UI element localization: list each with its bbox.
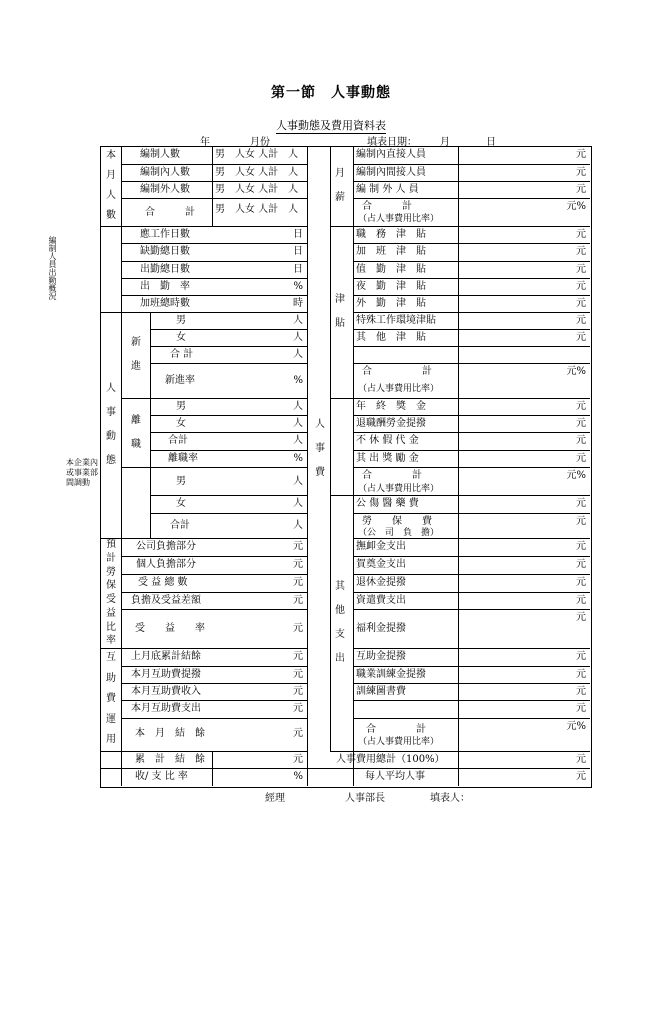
row-rule (100, 751, 307, 752)
row-rule (100, 648, 307, 649)
insurance-unit: 元 (293, 577, 303, 588)
allowance-label: 夜 勤 津 貼 (356, 281, 426, 292)
allowance-label: 外 勤 津 貼 (356, 298, 426, 309)
headcount-label: 編制人數 (140, 149, 180, 160)
allowance-label: 其 他 津 貼 (356, 332, 426, 343)
bottom-left-label: 收/ 支 比 率 (135, 771, 188, 782)
bonus-unit: 元 (576, 453, 586, 464)
row-rule (353, 574, 590, 575)
allowance-unit: 元 (576, 281, 586, 292)
insurance-label: 受 益 率 (135, 623, 205, 634)
row-rule (353, 243, 590, 244)
leave-unit: 人 (293, 418, 303, 429)
allowance-unit: 元 (576, 246, 586, 257)
footer-hr-chief: 人事部長 (345, 793, 385, 804)
other-sub: （占人事費用比率） (358, 737, 440, 747)
allowance-label: 特殊工作環境津貼 (356, 315, 436, 326)
row-rule (353, 609, 590, 610)
bonus-unit: 元 (576, 435, 586, 446)
attendance-unit: 日 (293, 229, 303, 240)
row-rule (330, 495, 590, 496)
other-label: 互助金提撥 (356, 651, 406, 662)
row-rule (150, 513, 307, 514)
salary-unit: 元 (576, 167, 586, 178)
mutual-unit: 元 (293, 728, 303, 739)
transfer-unit: 人 (293, 498, 303, 509)
new-hire-row-label: 新進率 (165, 375, 195, 386)
other-sub: （公 司 負 擔） (358, 528, 440, 538)
attendance-unit: 日 (293, 264, 303, 275)
salary-label: 編 制 外 人 員 (356, 184, 419, 195)
row-rule (121, 398, 307, 399)
bonus-label: 其 出 獎 勵 金 (356, 453, 419, 464)
insurance-label: 受 益 總 數 (138, 577, 188, 588)
date-month: 月份 (250, 137, 270, 148)
bonus-sub: （占人事費用比率） (358, 484, 440, 494)
row-rule (353, 295, 590, 296)
headcount-value-divider (212, 146, 213, 226)
row-rule (353, 683, 590, 684)
attendance-label: 出勤總日數 (140, 264, 190, 275)
allowance-unit: 元 (576, 332, 586, 343)
row-rule (121, 198, 307, 199)
attendance-label: 缺勤總日數 (140, 246, 190, 257)
leave-row-label: 男 (176, 401, 186, 412)
other-label: 退休金提撥 (356, 577, 406, 588)
other-unit: 元 (576, 651, 586, 662)
row-rule (121, 295, 307, 296)
attendance-unit: 日 (293, 246, 303, 257)
row-rule (353, 278, 590, 279)
new-hire-unit: 人 (293, 349, 303, 360)
bonus-label: 合 計 (362, 470, 422, 481)
mutual-label: 本月互助費收入 (131, 686, 201, 697)
row-rule (353, 329, 590, 330)
row-rule (353, 666, 590, 667)
allowance-unit: 元% (566, 366, 586, 377)
allowance-label: 加 班 津 貼 (356, 246, 426, 257)
other-unit: 元% (566, 721, 586, 732)
headcount-value: 男 人女 人計 人 (215, 149, 299, 160)
allowance-unit: 元 (576, 229, 586, 240)
other-label: 勞 保 費 (362, 516, 432, 527)
mutual-label: 本月互助費支出 (131, 703, 201, 714)
other-label: 資遣費支出 (356, 595, 406, 606)
row-rule (150, 415, 307, 416)
section-benyue: 本 月 人 數 (106, 150, 116, 221)
row-rule (353, 718, 590, 719)
other-unit: 元 (576, 541, 586, 552)
leave-row-label: 合計 (168, 435, 188, 446)
other-unit: 元 (576, 686, 586, 697)
fill-date-label: 填表日期： (367, 137, 417, 148)
row-rule (353, 312, 590, 313)
row-rule (353, 198, 590, 199)
transfer-unit: 人 (293, 476, 303, 487)
mutual-unit: 元 (293, 686, 303, 697)
row-rule (150, 450, 307, 451)
footer-manager: 經理 (265, 793, 285, 804)
row-rule (353, 700, 590, 701)
transfer-row-label: 女 (176, 498, 186, 509)
row-rule (353, 346, 590, 347)
allowance-unit: 元 (576, 264, 586, 275)
new-hire-row-label: 合 計 (170, 349, 194, 360)
bottom-right-unit: 元 (576, 754, 586, 765)
other-label: 公 傷 醫 藥 費 (356, 498, 419, 509)
bottom-left-unit: % (293, 771, 303, 782)
row-rule (100, 226, 307, 227)
leave-row-label: 離職率 (168, 453, 198, 464)
row-rule (353, 181, 590, 182)
leave-unit: 人 (293, 435, 303, 446)
row-rule (100, 538, 307, 539)
salary-unit: 元% (566, 201, 586, 212)
row-rule (353, 513, 590, 514)
row-rule (353, 164, 590, 165)
other-unit: 元 (576, 669, 586, 680)
row-rule (353, 450, 590, 451)
salary-unit: 元 (576, 149, 586, 160)
left-section-divider (121, 146, 122, 786)
attendance-label: 出 勤 率 (140, 281, 190, 292)
new-hire-row-label: 男 (176, 315, 186, 326)
new-hire-unit: 人 (293, 315, 303, 326)
salary-sub: （占人事費用比率） (358, 214, 440, 224)
row-rule (353, 261, 590, 262)
bonus-label: 不 休 假 代 金 (356, 435, 419, 446)
allowance-label: 值 勤 津 貼 (356, 264, 426, 275)
section-jintie: 津 貼 (335, 294, 345, 329)
new-hire-label: 新 進 (131, 337, 141, 372)
mutual-label: 本 月 結 餘 (135, 728, 205, 739)
row-rule (121, 164, 307, 165)
insurance-unit: 元 (293, 623, 303, 634)
bottom-left-divider (212, 751, 213, 786)
other-unit: 元 (576, 559, 586, 570)
leave-unit: 人 (293, 401, 303, 412)
fill-day: 日 (486, 137, 496, 148)
bonus-label: 年 終 獎 金 (356, 401, 426, 412)
transfer-unit: 人 (293, 520, 303, 531)
other-label: 合 計 (366, 724, 426, 735)
section-insurance: 預 計 勞 保 受 益 比 率 (106, 539, 116, 647)
other-unit: 元 (576, 612, 586, 623)
row-rule (150, 495, 307, 496)
salary-label: 編制內間接人員 (356, 167, 426, 178)
bottom-right-label: 每人平均人事 (365, 771, 425, 782)
fill-month: 月 (440, 137, 450, 148)
row-rule (330, 751, 590, 752)
row-rule (353, 467, 590, 468)
side-note-transfer: 本企業內或事業部間調動 (66, 458, 98, 487)
salary-label: 編制內直接人員 (356, 149, 426, 160)
bottom-left-label: 累 計 結 餘 (135, 754, 205, 765)
row-rule (353, 648, 590, 649)
other-label: 撫卹金支出 (356, 541, 406, 552)
other-unit: 元 (576, 577, 586, 588)
section-renshi: 人 事 動 態 (106, 383, 116, 466)
row-rule (330, 398, 590, 399)
other-label: 賀奠金支出 (356, 559, 406, 570)
row-rule (121, 718, 307, 719)
allowance-sub: （占人事費用比率） (358, 384, 440, 394)
insurance-label: 負擔及受益差額 (131, 595, 201, 606)
headcount-label: 合 計 (145, 207, 195, 218)
salary-unit: 元 (576, 184, 586, 195)
transfer-row-label: 合計 (170, 520, 190, 531)
allowance-unit: 元 (576, 315, 586, 326)
row-rule (121, 243, 307, 244)
salary-label: 合 計 (362, 201, 412, 212)
section-renshifei: 人 事 費 (315, 418, 325, 478)
row-rule (353, 592, 590, 593)
leave-label: 離 職 (131, 414, 141, 450)
row-rule (353, 556, 590, 557)
insurance-unit: 元 (293, 595, 303, 606)
attendance-label: 加班總時數 (140, 298, 190, 309)
row-rule (353, 432, 590, 433)
mutual-label: 上月底累計結餘 (131, 651, 201, 662)
row-rule (121, 181, 307, 182)
allowance-unit: 元 (576, 298, 586, 309)
section-yuexin: 月 薪 (335, 168, 345, 203)
other-label: 職業訓練金提撥 (356, 669, 426, 680)
row-rule (121, 609, 307, 610)
mutual-label: 本月互助費提撥 (131, 669, 201, 680)
row-rule (121, 666, 307, 667)
section-other: 其 他 支 出 (335, 581, 345, 664)
bottom-left-unit: 元 (293, 754, 303, 765)
transfer-row-label: 男 (176, 476, 186, 487)
mutual-unit: 元 (293, 651, 303, 662)
mutual-unit: 元 (293, 669, 303, 680)
leave-unit: % (293, 453, 303, 464)
row-rule (121, 556, 307, 557)
row-rule (150, 363, 307, 364)
new-hire-unit: % (293, 375, 303, 386)
side-note-attendance: 編制人員出勤概況 (48, 236, 57, 300)
row-rule (121, 261, 307, 262)
row-rule (150, 329, 307, 330)
other-label: 福利金提撥 (356, 623, 406, 634)
new-hire-unit: 人 (293, 332, 303, 343)
right-section-divider (330, 146, 331, 751)
headcount-value: 男 人女 人計 人 (215, 167, 299, 178)
insurance-label: 個人負擔部分 (136, 559, 196, 570)
attendance-label: 應工作日數 (140, 229, 190, 240)
allowance-label: 職 務 津 貼 (356, 229, 426, 240)
footer-filler: 填表人： (430, 793, 470, 804)
row-rule (121, 574, 307, 575)
other-unit: 元 (576, 516, 586, 527)
section-mutual: 互 助 費 運 用 (106, 652, 116, 746)
leave-row-label: 女 (176, 418, 186, 429)
bonus-label: 退職酬勞金提撥 (356, 418, 426, 429)
right-label-divider (353, 146, 354, 786)
headcount-label: 編制內人數 (140, 167, 190, 178)
bottom-right-label: 人事費用總計（100%） (336, 754, 445, 765)
row-rule (353, 363, 590, 364)
row-rule (121, 278, 307, 279)
row-rule (330, 226, 590, 227)
right-value-divider (458, 146, 459, 786)
other-unit: 元 (576, 498, 586, 509)
row-rule (150, 346, 307, 347)
row-rule (121, 467, 307, 468)
row-rule (121, 592, 307, 593)
table-title: 人事動態及費用資料表 (276, 119, 386, 132)
other-unit: 元 (576, 595, 586, 606)
attendance-unit: 時 (293, 298, 303, 309)
new-hire-row-label: 女 (176, 332, 186, 343)
other-unit: 元 (576, 703, 586, 714)
headcount-value: 男 人女 人計 人 (215, 204, 299, 215)
date-year: 年 (200, 137, 210, 148)
insurance-unit: 元 (293, 559, 303, 570)
row-rule (121, 683, 307, 684)
headcount-label: 編制外人數 (140, 184, 190, 195)
row-rule (353, 415, 590, 416)
insurance-label: 公司負擔部分 (136, 541, 196, 552)
bonus-unit: 元 (576, 401, 586, 412)
row-rule (150, 432, 307, 433)
bottom-right-unit: 元 (576, 771, 586, 782)
allowance-label: 合 計 (362, 366, 432, 377)
other-label: 訓練圖書費 (356, 686, 406, 697)
mutual-unit: 元 (293, 703, 303, 714)
headcount-value: 男 人女 人計 人 (215, 184, 299, 195)
row-rule (121, 700, 307, 701)
attendance-unit: % (293, 281, 303, 292)
bonus-unit: 元% (566, 470, 586, 481)
insurance-unit: 元 (293, 541, 303, 552)
left-value-divider (307, 146, 308, 786)
page-title: 第一節 人事動態 (271, 85, 391, 101)
bonus-unit: 元 (576, 418, 586, 429)
